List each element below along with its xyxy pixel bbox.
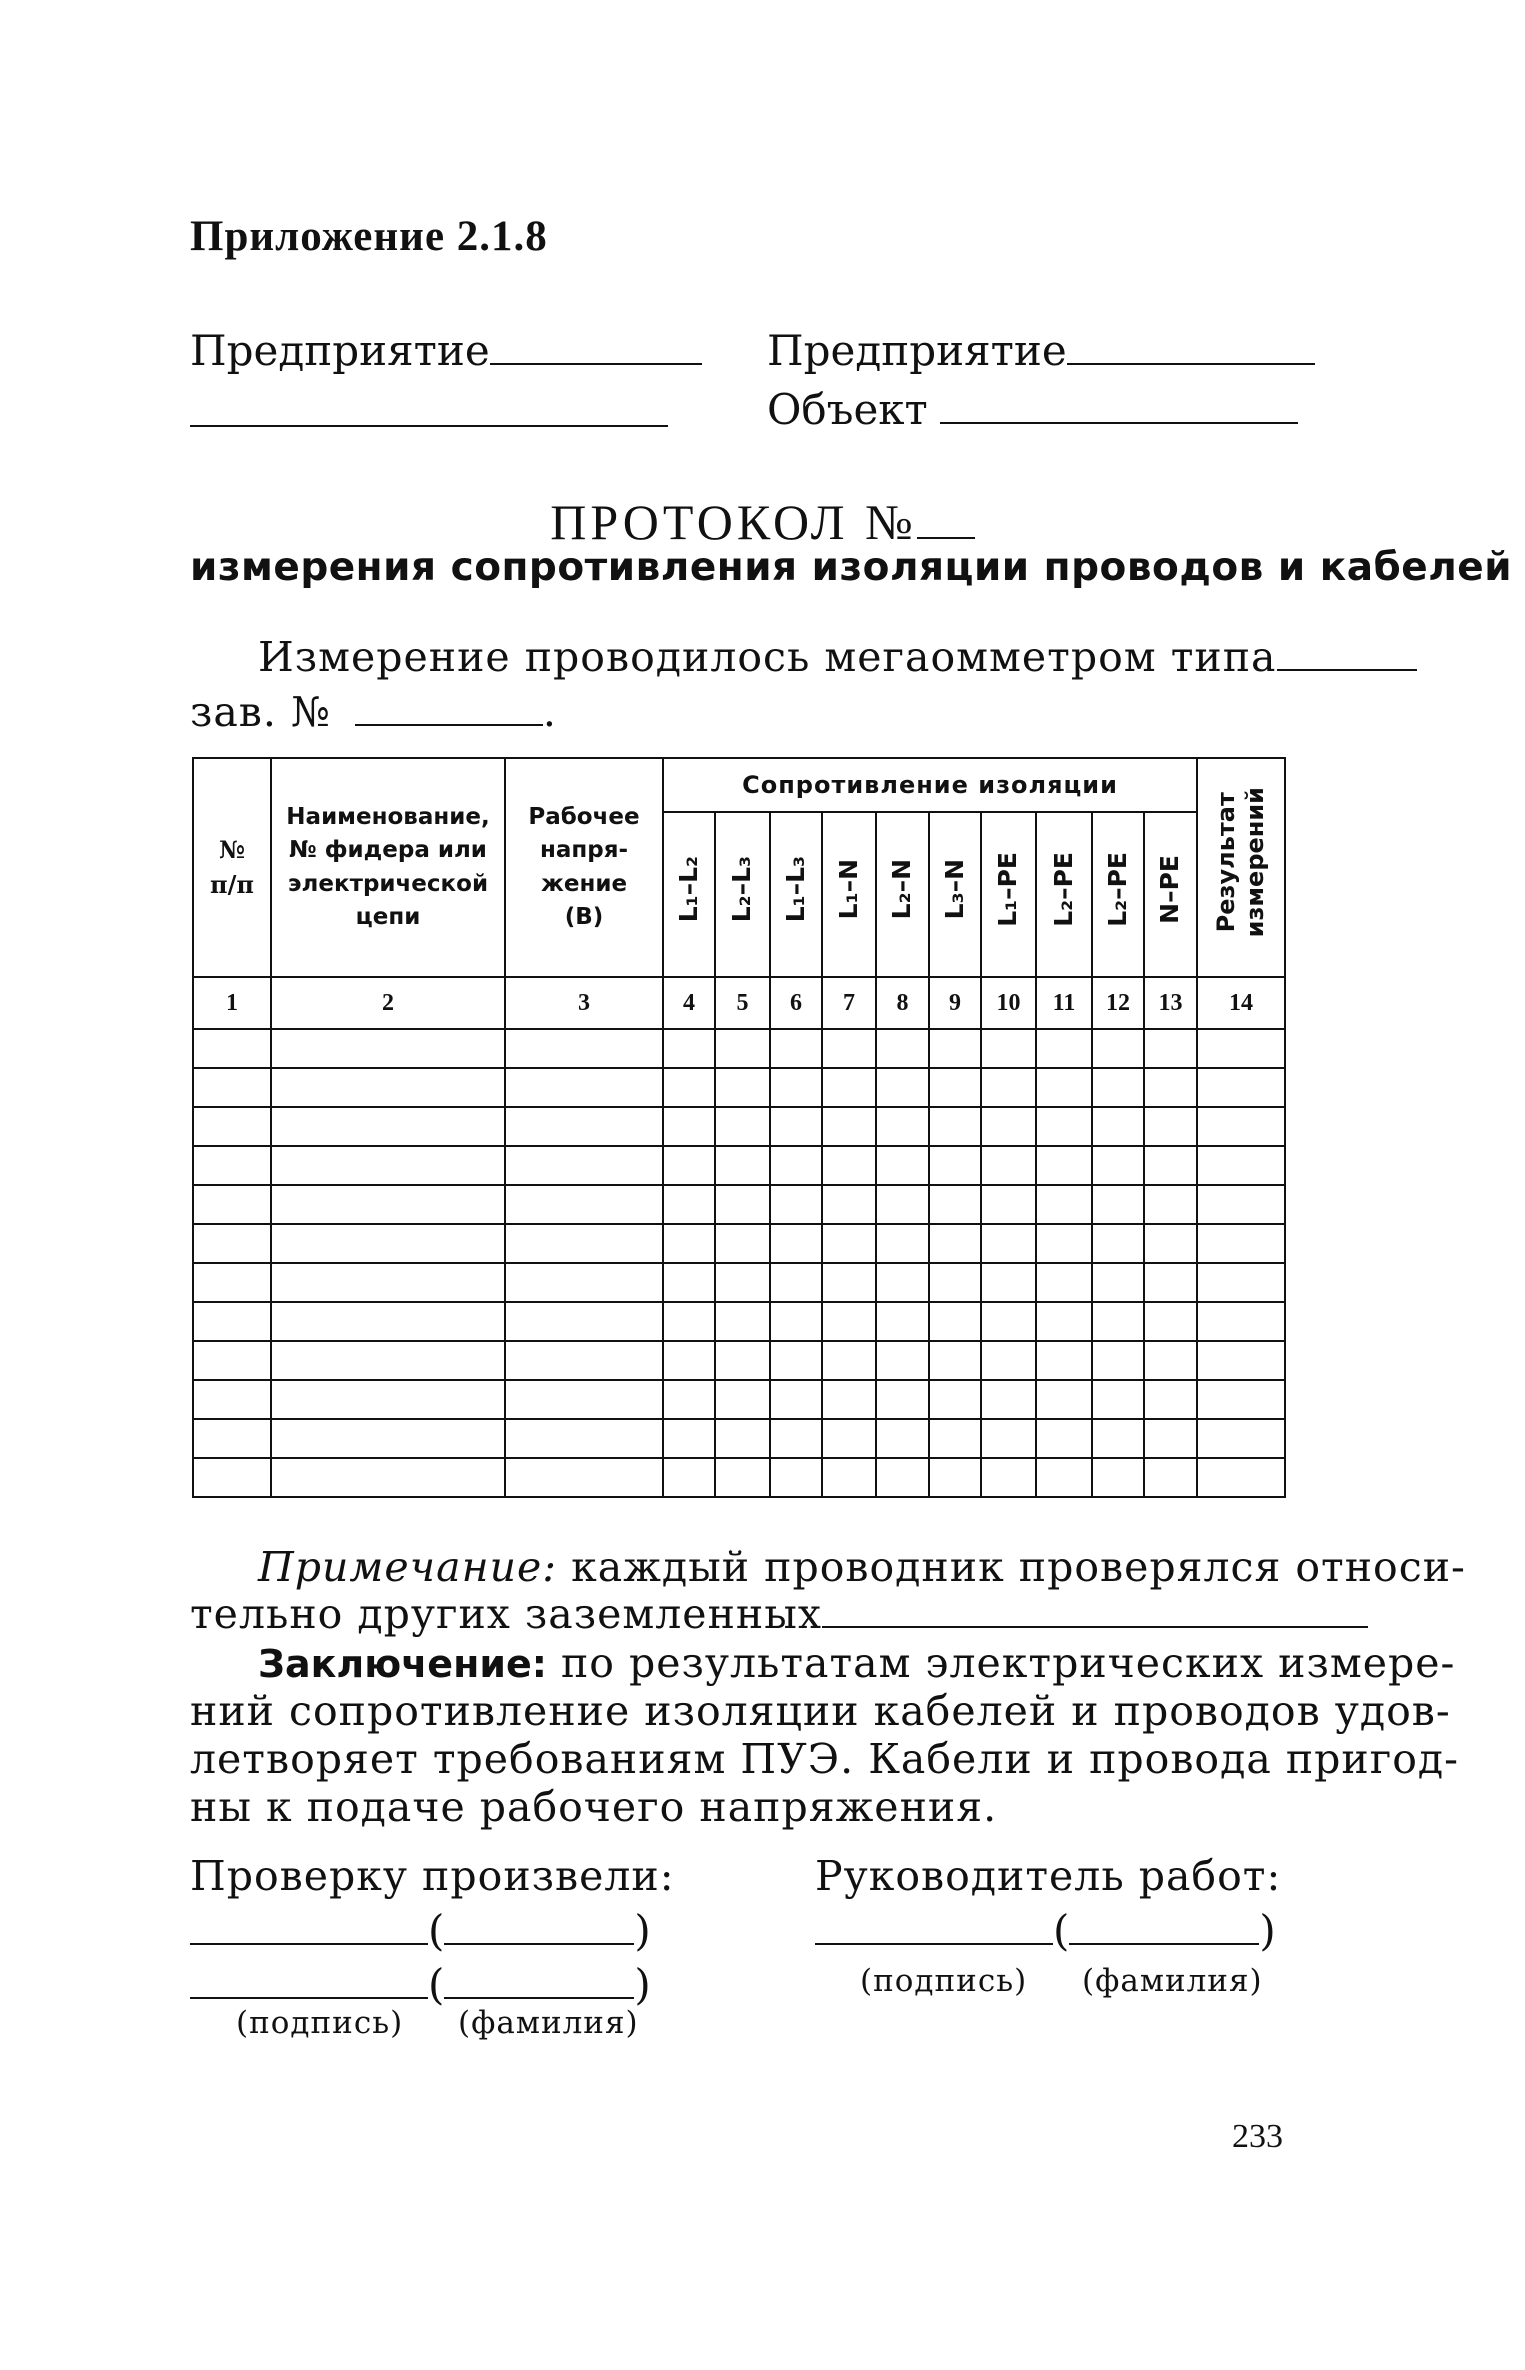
table-cell: [715, 1302, 770, 1341]
table-cell: [505, 1458, 663, 1497]
inspector-1-signature-row: [190, 1906, 651, 1955]
table-cell: [822, 1341, 876, 1380]
table-cell: [663, 1224, 715, 1263]
table-cell: [1144, 1380, 1197, 1419]
inspector-signature-caption: (подпись): [236, 2005, 404, 2041]
measurement-text: Измерение проводилось мегаомметром типа: [258, 633, 1277, 681]
table-cell: [1036, 1302, 1092, 1341]
left-enterprise-second-line: [190, 425, 668, 427]
table-cell: [822, 1419, 876, 1458]
supervisor-signature-row: [815, 1906, 1276, 1955]
table-cell: [981, 1302, 1036, 1341]
column-number-cell: 3: [505, 977, 663, 1029]
table-cell: [929, 1419, 981, 1458]
table-cell: [770, 1224, 822, 1263]
table-cell: [663, 1302, 715, 1341]
table-cell: [876, 1185, 929, 1224]
header-name-text: Наименование, № фидера или электрической цепи: [286, 803, 490, 930]
table-cell: [1197, 1224, 1285, 1263]
supervisor-title: Руководитель работ:: [815, 1852, 1282, 1900]
conclusion-line-3: летворяет требованиям ПУЭ. Кабели и провода пригод-: [190, 1735, 1459, 1783]
conclusion-line-4: ны к подаче рабочего напряжения.: [190, 1783, 998, 1831]
header-resistance-group: [663, 758, 1197, 812]
right-enterprise-label: Предприятие: [767, 326, 1067, 375]
header-pair-text: L₁–L₃: [780, 856, 810, 923]
table-cell: [822, 1029, 876, 1068]
table-cell: [770, 1380, 822, 1419]
header-voltage-text: Рабочее напря- жение (В): [528, 803, 640, 930]
table-row: [193, 1068, 1285, 1107]
table-cell: [271, 1380, 505, 1419]
table-cell: [770, 1146, 822, 1185]
table-cell: [981, 1419, 1036, 1458]
table-row: [193, 1302, 1285, 1341]
table-cell: [1092, 1185, 1144, 1224]
table-cell: [1197, 1341, 1285, 1380]
header-pair: [1144, 812, 1197, 977]
header-resistance-group-text: Сопротивление изоляции: [742, 770, 1118, 799]
table-cell: [663, 1419, 715, 1458]
table-cell: [663, 1107, 715, 1146]
table-cell: [1036, 1419, 1092, 1458]
table-cell: [876, 1263, 929, 1302]
serial-period: .: [542, 688, 557, 736]
table-row: [193, 1263, 1285, 1302]
table-cell: [1144, 1107, 1197, 1146]
header-pair: [981, 812, 1036, 977]
close-paren: ): [634, 1960, 651, 2009]
table-cell: [822, 1107, 876, 1146]
table-cell: [876, 1341, 929, 1380]
table-cell: [193, 1029, 271, 1068]
table-cell: [929, 1380, 981, 1419]
table-cell: [770, 1341, 822, 1380]
table-cell: [770, 1029, 822, 1068]
inspector-2-signature-row: [190, 1960, 651, 2009]
table-cell: [1144, 1458, 1197, 1497]
protocol-number-blank: [917, 497, 975, 539]
table-cell: [505, 1263, 663, 1302]
table-cell: [663, 1263, 715, 1302]
open-paren: (: [1053, 1906, 1070, 1955]
column-number-cell: 4: [663, 977, 715, 1029]
table-cell: [1197, 1380, 1285, 1419]
table-cell: [822, 1224, 876, 1263]
table-cell: [1197, 1302, 1285, 1341]
table-cell: [822, 1263, 876, 1302]
table-cell: [1036, 1068, 1092, 1107]
note-blank: [822, 1596, 1368, 1628]
conclusion-line-2: ний сопротивление изоляции кабелей и проводов удов-: [190, 1687, 1451, 1735]
table-cell: [193, 1224, 271, 1263]
table-cell: [271, 1458, 505, 1497]
table-cell: [271, 1029, 505, 1068]
table-cell: [981, 1107, 1036, 1146]
column-number-cell: 1: [193, 977, 271, 1029]
table-cell: [981, 1068, 1036, 1107]
table-row: [193, 1224, 1285, 1263]
table-cell: [1197, 1185, 1285, 1224]
table-cell: [715, 1380, 770, 1419]
table-cell: [1036, 1185, 1092, 1224]
table-cell: [1092, 1224, 1144, 1263]
table-cell: [1197, 1419, 1285, 1458]
table-row: [193, 1458, 1285, 1497]
table-cell: [1036, 1380, 1092, 1419]
table-cell: [822, 1185, 876, 1224]
table-cell: [1092, 1458, 1144, 1497]
table-cell: [1144, 1146, 1197, 1185]
table-cell: [1036, 1224, 1092, 1263]
table-cell: [663, 1068, 715, 1107]
table-cell: [1092, 1341, 1144, 1380]
table-cell: [663, 1341, 715, 1380]
column-number-cell: 12: [1092, 977, 1144, 1029]
table-cell: [505, 1302, 663, 1341]
table-row: [193, 1341, 1285, 1380]
table-cell: [663, 1380, 715, 1419]
header-pair: [715, 812, 770, 977]
table-cell: [770, 1185, 822, 1224]
header-pair-text: N–PE: [1155, 855, 1185, 925]
table-cell: [1036, 1458, 1092, 1497]
table-cell: [876, 1146, 929, 1185]
header-pair-text: L₂–N: [887, 859, 917, 920]
note-text-2: тельно других заземленных: [190, 1590, 822, 1638]
table-cell: [876, 1458, 929, 1497]
table-cell: [929, 1458, 981, 1497]
table-cell: [929, 1263, 981, 1302]
table-cell: [1092, 1380, 1144, 1419]
table-cell: [822, 1380, 876, 1419]
serial-label: зав. №: [190, 688, 331, 736]
column-number-cell: 11: [1036, 977, 1092, 1029]
table-cell: [715, 1263, 770, 1302]
column-number-cell: 5: [715, 977, 770, 1029]
table-cell: [271, 1419, 505, 1458]
table-cell: [271, 1146, 505, 1185]
table-row: [193, 1107, 1285, 1146]
header-pair: [1036, 812, 1092, 977]
column-number-cell: 2: [271, 977, 505, 1029]
table-cell: [876, 1302, 929, 1341]
table-cell: [193, 1419, 271, 1458]
header-pair: [929, 812, 981, 977]
table-cell: [876, 1419, 929, 1458]
table-cell: [715, 1029, 770, 1068]
column-number-cell: 9: [929, 977, 981, 1029]
header-pair-text: L₁–PE: [993, 852, 1023, 927]
table-cell: [715, 1341, 770, 1380]
table-cell: [1036, 1029, 1092, 1068]
header-no: [193, 758, 271, 977]
table-cell: [193, 1380, 271, 1419]
header-result: [1197, 758, 1285, 977]
left-enterprise-blank: [490, 329, 702, 365]
table-cell: [271, 1068, 505, 1107]
table-cell: [1144, 1224, 1197, 1263]
right-object-label: Объект: [767, 385, 928, 434]
table-row: [193, 1029, 1285, 1068]
table-cell: [1036, 1146, 1092, 1185]
column-number-row: [193, 977, 1285, 1029]
header-pair: [770, 812, 822, 977]
table-cell: [981, 1380, 1036, 1419]
table-cell: [1036, 1263, 1092, 1302]
table-cell: [929, 1185, 981, 1224]
table-cell: [770, 1302, 822, 1341]
right-enterprise-blank: [1067, 329, 1315, 365]
table-cell: [1197, 1263, 1285, 1302]
table-cell: [822, 1458, 876, 1497]
supervisor-surname-blank: [1069, 1913, 1259, 1945]
column-number-cell: 6: [770, 977, 822, 1029]
table-row: [193, 1146, 1285, 1185]
column-number-cell: 14: [1197, 977, 1285, 1029]
table-cell: [929, 1107, 981, 1146]
table-cell: [1144, 1263, 1197, 1302]
table-cell: [770, 1068, 822, 1107]
table-cell: [271, 1185, 505, 1224]
table-cell: [715, 1224, 770, 1263]
table-cell: [981, 1224, 1036, 1263]
table-cell: [929, 1302, 981, 1341]
table-cell: [505, 1419, 663, 1458]
meter-type-blank: [1277, 635, 1417, 671]
table-cell: [271, 1107, 505, 1146]
table-cell: [1092, 1419, 1144, 1458]
table-cell: [193, 1107, 271, 1146]
table-cell: [876, 1107, 929, 1146]
table-cell: [715, 1146, 770, 1185]
table-cell: [715, 1458, 770, 1497]
conclusion-line-1: [258, 1640, 1455, 1688]
right-object-blank: [940, 388, 1298, 424]
table-cell: [505, 1107, 663, 1146]
page-number: 233: [1232, 2118, 1283, 2155]
protocol-title-text: ПРОТОКОЛ №: [550, 494, 917, 550]
table-cell: [663, 1185, 715, 1224]
column-number-cell: 13: [1144, 977, 1197, 1029]
table-cell: [822, 1068, 876, 1107]
table-cell: [1092, 1146, 1144, 1185]
supervisor-surname-caption: (фамилия): [1082, 1963, 1263, 1999]
header-pair-text: L₁–N: [833, 859, 863, 920]
table-cell: [1144, 1302, 1197, 1341]
note-label: Примечание:: [258, 1543, 558, 1591]
table-cell: [1036, 1341, 1092, 1380]
table-cell: [1144, 1419, 1197, 1458]
header-name: [271, 758, 505, 977]
right-enterprise-field: [767, 326, 1315, 375]
table-cell: [1092, 1068, 1144, 1107]
protocol-subtitle: измерения сопротивления изоляции проводов и кабелей: [190, 545, 1513, 590]
table-cell: [981, 1263, 1036, 1302]
table-cell: [1092, 1107, 1144, 1146]
appendix-label: Приложение 2.1.8: [190, 213, 548, 260]
table-cell: [770, 1263, 822, 1302]
table-cell: [271, 1263, 505, 1302]
table-cell: [770, 1419, 822, 1458]
table-cell: [271, 1341, 505, 1380]
table-cell: [715, 1185, 770, 1224]
table-cell: [822, 1302, 876, 1341]
table-cell: [1197, 1068, 1285, 1107]
table-cell: [1197, 1458, 1285, 1497]
table-cell: [981, 1341, 1036, 1380]
table-cell: [193, 1263, 271, 1302]
header-pair-text: L₁–L₂: [673, 856, 703, 923]
note-text-1: каждый проводник проверялся относи-: [557, 1543, 1466, 1591]
table-cell: [770, 1458, 822, 1497]
supervisor-signature-caption: (подпись): [860, 1963, 1028, 1999]
left-enterprise-field: [190, 326, 702, 375]
right-object-field: [767, 385, 1298, 434]
table-cell: [1144, 1341, 1197, 1380]
table-cell: [505, 1380, 663, 1419]
table-cell: [981, 1146, 1036, 1185]
table-cell: [929, 1341, 981, 1380]
table-row: [193, 1419, 1285, 1458]
header-pair: [663, 812, 715, 977]
insulation-resistance-table: [192, 757, 1286, 1498]
table-cell: [1092, 1263, 1144, 1302]
table-cell: [770, 1107, 822, 1146]
table-cell: [981, 1458, 1036, 1497]
table-cell: [715, 1419, 770, 1458]
table-cell: [193, 1458, 271, 1497]
table-cell: [505, 1029, 663, 1068]
header-no-text: № п/п: [210, 834, 254, 899]
inspector-2-signature-blank: [190, 1967, 428, 1999]
header-pair-text: L₂–PE: [1048, 852, 1078, 927]
table-cell: [929, 1146, 981, 1185]
table-cell: [505, 1341, 663, 1380]
table-cell: [1144, 1068, 1197, 1107]
column-number-cell: 8: [876, 977, 929, 1029]
table-cell: [715, 1068, 770, 1107]
table-cell: [1144, 1029, 1197, 1068]
open-paren: (: [428, 1906, 445, 1955]
note-line-2: [190, 1591, 1368, 1638]
table-cell: [271, 1224, 505, 1263]
table-row: [193, 1185, 1285, 1224]
conclusion-label: Заключение:: [258, 1642, 547, 1686]
inspector-2-surname-blank: [444, 1967, 634, 1999]
protocol-title: [0, 493, 1525, 551]
table-cell: [715, 1107, 770, 1146]
inspector-1-signature-blank: [190, 1913, 428, 1945]
header-pair: [822, 812, 876, 977]
column-number-cell: 7: [822, 977, 876, 1029]
table-cell: [663, 1146, 715, 1185]
header-pair: [876, 812, 929, 977]
table-cell: [663, 1458, 715, 1497]
close-paren: ): [634, 1906, 651, 1955]
table-cell: [822, 1146, 876, 1185]
table-cell: [981, 1029, 1036, 1068]
table-cell: [876, 1068, 929, 1107]
table-cell: [193, 1185, 271, 1224]
table-cell: [193, 1146, 271, 1185]
table-cell: [193, 1068, 271, 1107]
column-number-cell: 10: [981, 977, 1036, 1029]
measurement-line-2: [190, 688, 557, 736]
conclusion-text-1: по результатам электрических измере-: [546, 1639, 1456, 1687]
note-line-1: [258, 1544, 1466, 1591]
table-cell: [271, 1302, 505, 1341]
header-pair: [1092, 812, 1144, 977]
header-pair-text: L₂–L₃: [727, 856, 757, 923]
table-cell: [929, 1224, 981, 1263]
table-cell: [1144, 1185, 1197, 1224]
table-cell: [1036, 1107, 1092, 1146]
serial-number-blank: [355, 690, 543, 726]
measurement-line-1: [258, 633, 1417, 681]
header-pair-text: L₂–PE: [1102, 852, 1132, 927]
open-paren: (: [428, 1960, 445, 2009]
close-paren: ): [1259, 1906, 1276, 1955]
left-enterprise-label: Предприятие: [190, 326, 490, 375]
table-cell: [663, 1029, 715, 1068]
inspector-surname-caption: (фамилия): [458, 2005, 639, 2041]
table-cell: [1197, 1029, 1285, 1068]
table-cell: [505, 1224, 663, 1263]
table-cell: [876, 1029, 929, 1068]
header-pair-text: L₃–N: [939, 859, 969, 920]
table-cell: [1092, 1302, 1144, 1341]
table-cell: [1197, 1107, 1285, 1146]
table-cell: [929, 1068, 981, 1107]
table-cell: [876, 1224, 929, 1263]
table-cell: [1092, 1029, 1144, 1068]
table-cell: [505, 1146, 663, 1185]
supervisor-signature-blank: [815, 1913, 1053, 1945]
header-result-text: Результат измерений: [1212, 787, 1269, 938]
table-cell: [505, 1185, 663, 1224]
table-cell: [505, 1068, 663, 1107]
table-cell: [1197, 1146, 1285, 1185]
table-cell: [876, 1380, 929, 1419]
table-cell: [193, 1341, 271, 1380]
inspectors-title: Проверку произвели:: [190, 1852, 675, 1900]
inspector-1-surname-blank: [444, 1913, 634, 1945]
table-row: [193, 1380, 1285, 1419]
table-cell: [193, 1302, 271, 1341]
table-cell: [981, 1185, 1036, 1224]
table-cell: [929, 1029, 981, 1068]
header-voltage: [505, 758, 663, 977]
